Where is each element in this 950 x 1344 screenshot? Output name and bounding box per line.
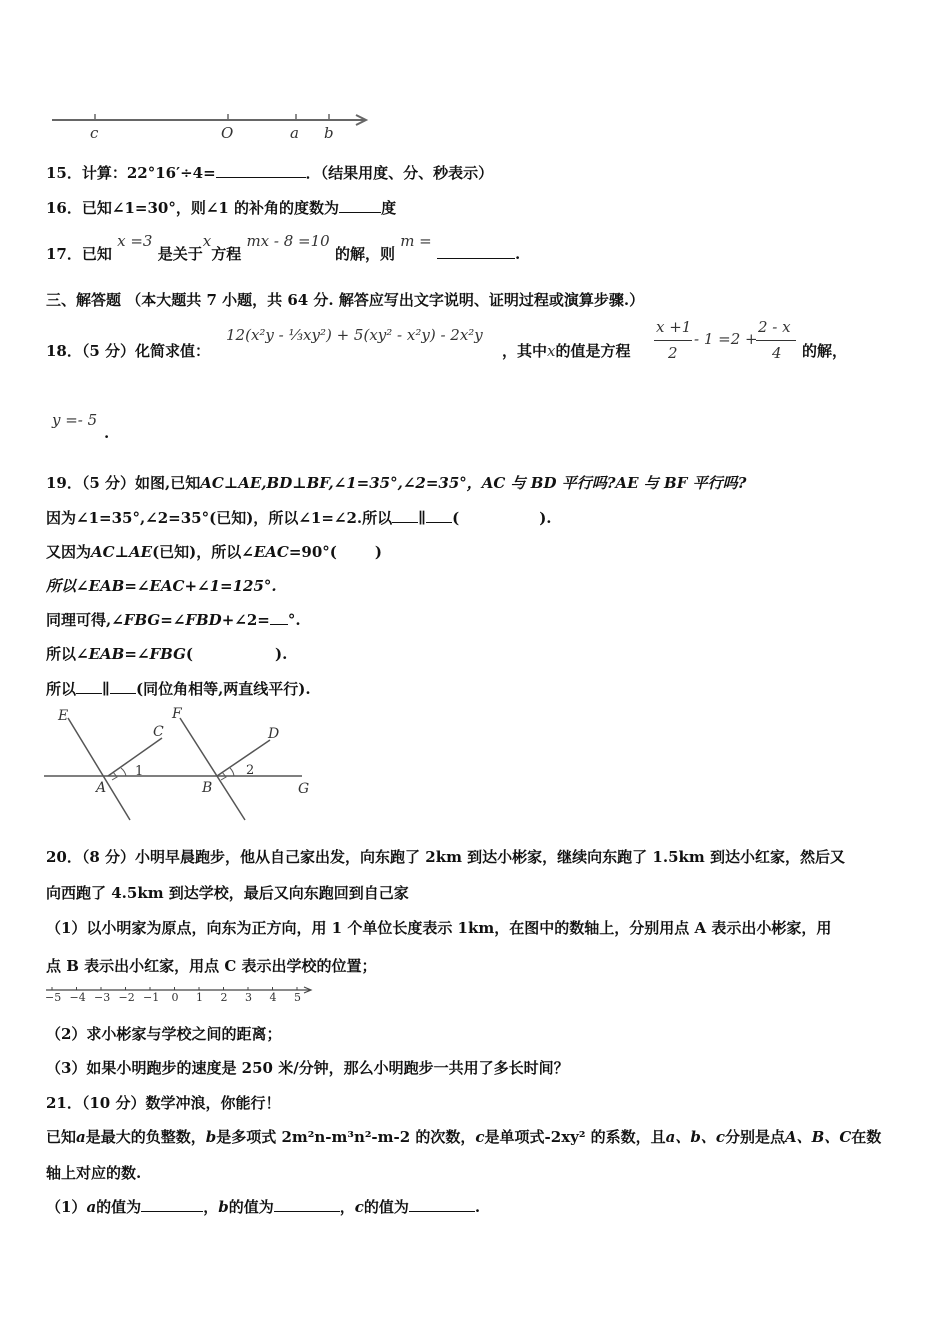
top-number-line (0, 0, 950, 150)
q18-eq-right-den: 4 (772, 344, 782, 362)
q19-cond: AC⊥AE,BD⊥BF,∠1=35°,∠2=35°， (200, 474, 482, 492)
q20-sub1a: （1）以小明家为原点，向东为正方向，用 1 个单位长度表示 1km，在图中的数轴上，分别用点 A 表示出小彬家，用 (46, 919, 832, 937)
q19-question: AC 与 BD 平行吗?AE 与 BF 平行吗? (481, 474, 747, 492)
q17-number: 17． (46, 245, 82, 263)
q21-sub1i: 的值为 (363, 1198, 409, 1216)
q18-var-x: x (547, 342, 556, 360)
tick-label-b: b (324, 124, 334, 142)
q21-l1j: A、B、C (785, 1128, 852, 1146)
q17-m2: x (202, 232, 212, 250)
axis-tick-label: 5 (294, 991, 301, 1004)
q15-text: 计算：22°16′÷4= (81, 164, 216, 182)
q18-y-value: y =- 5 (52, 411, 98, 429)
q21-sub1a: （1） (46, 1198, 87, 1216)
q18-eq-left-num: x +1 (656, 318, 692, 336)
q19-line-2 (46, 541, 382, 562)
question-18-label (46, 340, 210, 361)
q21-l1h: a、b、c (665, 1128, 726, 1146)
question-19 (46, 472, 746, 493)
q18-eq-left-bar (654, 340, 692, 341)
q19-l1a: 因为∠1=35°,∠2=35°(已知)，所以∠1=∠2.所以 (46, 509, 393, 527)
fig-label-e: E (58, 708, 69, 724)
q17-p2: 是关于 (157, 245, 203, 263)
q20-text2: 向西跑了 4.5km 到达学校，最后又向东跑回到自己家 (46, 884, 409, 902)
q20-sub3: （3）如果小明跑步的速度是 250 米/分钟，那么小明跑步一共用了多长时间？ (46, 1059, 569, 1077)
q18-number: 18． (46, 342, 82, 360)
q19-figure (0, 700, 950, 830)
axis-tick-label: 2 (220, 991, 228, 1004)
q19-line-6 (46, 678, 311, 699)
q19-line-1 (46, 507, 552, 528)
q19-line-4 (46, 609, 301, 630)
q19-l4b: FBG (123, 611, 161, 629)
q19-l4e: +∠2= (221, 611, 270, 629)
fig-label-f: F (172, 706, 182, 722)
q17-p4: 的解，则 (334, 245, 395, 263)
q18-eq-left-den: 2 (668, 344, 678, 362)
q18-eq-right-num: 2 - x (758, 318, 791, 336)
q19-l5f: ). (275, 645, 288, 663)
q20-sub2: （2）求小彬家与学校之间的距离； (46, 1025, 282, 1043)
q21-sub1e: b (218, 1198, 229, 1216)
q18-tail: 的解， (802, 342, 848, 360)
axis-tick-label: −4 (69, 991, 86, 1004)
axis-tick-label: 4 (269, 991, 277, 1004)
q21-l1d: b (205, 1128, 217, 1146)
q21-sub1 (46, 1196, 480, 1217)
q21-line-1 (46, 1126, 881, 1147)
q16-text: 已知∠1=30°，则∠1 的补角的度数为 (81, 199, 340, 217)
section-3-title: 三、解答题 （本大题共 7 小题，共 64 分. 解答应写出文字说明、证明过程或演算步骤.） (46, 291, 645, 309)
q19-l4a: 同理可得,∠ (46, 611, 124, 629)
fig-label-b: B (202, 780, 213, 796)
q19-line-3: 所以∠EAB=∠EAC+∠1=125°. (46, 577, 277, 595)
q18-mid2-text: 的值是方程 (555, 342, 631, 360)
fig-label-g: G (298, 781, 310, 797)
q19-lead: （5 分）如图,已知 (81, 474, 201, 492)
q15-number: 15． (46, 164, 82, 182)
q20-text1: （8 分）小明早晨跑步，他从自己家出发，向东跑了 2km 到达小彬家，继续向东跑了 1.5km 到达小红家，然后又 (81, 848, 845, 866)
q19-line-5 (46, 643, 287, 664)
q19-l5c: =∠ (124, 645, 150, 663)
q17-m1: x =3 (117, 232, 153, 250)
q21-sub1f: 的值为 (228, 1198, 274, 1216)
q21-number: 21． (46, 1094, 82, 1112)
q19-l6c: (同位角相等,两直线平行). (135, 680, 311, 698)
q16-tail: 度 (381, 199, 397, 217)
axis-tick-label: 3 (245, 991, 252, 1004)
q21-a-blank[interactable] (141, 1197, 203, 1212)
q19-l6-blank-1[interactable] (76, 679, 102, 694)
q20-number-axis (0, 980, 950, 1010)
axis-tick-label: 1 (196, 991, 203, 1004)
question-17 (46, 230, 521, 263)
q18-eq-mid: - 1 =2 + (694, 330, 758, 348)
q21-line-2: 轴上对应的数. (46, 1164, 142, 1182)
q19-l6-blank-2[interactable] (110, 679, 136, 694)
axis-tick-label: −1 (143, 991, 160, 1004)
q19-number: 19． (46, 474, 82, 492)
q21-l1i: 分别是点 (725, 1128, 786, 1146)
q19-l5e: ( (185, 645, 193, 663)
q21-sub1c: 的值为 (96, 1198, 142, 1216)
q19-l1-paren: ( ) (452, 509, 547, 527)
q19-l2d: EAC (253, 543, 289, 561)
q18-expression: 12(x²y - ⅓xy²) + 5(xy² - x²y) - 2x²y (226, 326, 483, 344)
q19-l4d: FBD (185, 611, 222, 629)
q21-l1a: 已知 (46, 1128, 77, 1146)
q19-l2a: 又因为 (46, 543, 92, 561)
q18-mid-text: ，其中 (502, 342, 548, 360)
q17-answer-blank[interactable] (437, 244, 515, 259)
axis-tick-label: −2 (118, 991, 135, 1004)
q17-tail: . (514, 245, 521, 263)
q19-l4-blank[interactable] (270, 610, 288, 625)
q21-sub1d: ， (203, 1198, 219, 1216)
q20-sub1b: 点 B 表示出小红家，用点 C 表示出学校的位置； (46, 957, 377, 975)
q21-l1g: 是单项式-2xy² 的系数，且 (484, 1128, 666, 1146)
q18-mid (502, 340, 631, 361)
q19-l1-blank-1[interactable] (392, 508, 418, 523)
q21-l1e: 是多项式 2m²n-m³n²-m-2 的次数， (216, 1128, 476, 1146)
tick-label-a: a (290, 124, 299, 142)
q19-l6b: ∥ (102, 680, 110, 698)
q21-sub1h: c (354, 1198, 364, 1216)
fig-label-2: 2 (246, 763, 255, 778)
q19-l1b: ∥ (418, 509, 427, 527)
q21-lead: （10 分）数学冲浪，你能行！ (81, 1094, 281, 1112)
q19-l5d: FBG (149, 645, 186, 663)
q19-l6a: 所以 (46, 680, 77, 698)
q19-l4f: °. (287, 611, 301, 629)
axis-tick-label: 0 (171, 991, 179, 1004)
q19-l1-blank-2[interactable] (426, 508, 452, 523)
axis-tick-label: −3 (94, 991, 111, 1004)
q19-l5b: EAB (88, 645, 125, 663)
q19-l5a: 所以∠ (46, 645, 89, 663)
q21-l1c: 是最大的负整数， (85, 1128, 206, 1146)
q15-answer-blank[interactable] (216, 163, 306, 178)
axis-tick-label: −5 (45, 991, 62, 1004)
q18-eq-right-bar (756, 340, 796, 341)
q19-l4c: =∠ (160, 611, 186, 629)
q18-y-tail: . (104, 424, 110, 442)
q15-note: ．（结果用度、分、秒表示） (305, 164, 494, 182)
q17-m4: m = (400, 232, 432, 250)
q19-l2c: (已知)，所以∠ (152, 543, 254, 561)
tick-label-c: c (90, 124, 99, 142)
q18-lead: （5 分）化简求值： (81, 342, 211, 360)
q21-c-blank[interactable] (409, 1197, 475, 1212)
q21-sub1b: a (86, 1198, 97, 1216)
q17-p3: 方程 (211, 245, 242, 263)
q16-number: 16． (46, 199, 82, 217)
fig-label-c: C (153, 724, 164, 740)
q21-sub1g: ， (339, 1198, 355, 1216)
q19-l2e: =90°( (288, 543, 337, 561)
q17-m3: mx - 8 =10 (246, 232, 330, 250)
q16-answer-blank[interactable] (339, 198, 381, 213)
question-20 (46, 846, 845, 867)
q21-sub1j: . (474, 1198, 481, 1216)
q17-p1: 已知 (81, 245, 112, 263)
question-15 (46, 162, 493, 183)
q19-l2f: ) (374, 543, 383, 561)
q21-l1b: a (76, 1128, 86, 1146)
q21-l1k: 在数 (851, 1128, 882, 1146)
q19-l1c: . (546, 509, 552, 527)
question-16 (46, 197, 396, 218)
fig-label-d: D (268, 726, 280, 742)
q19-l2b: AC⊥AE (91, 543, 153, 561)
question-21 (46, 1092, 280, 1113)
q20-number: 20． (46, 848, 82, 866)
q21-l1f: c (475, 1128, 485, 1146)
q21-b-blank[interactable] (274, 1197, 340, 1212)
fig-label-1: 1 (135, 764, 144, 779)
fig-label-a: A (96, 780, 107, 796)
tick-label-o: O (221, 124, 234, 142)
